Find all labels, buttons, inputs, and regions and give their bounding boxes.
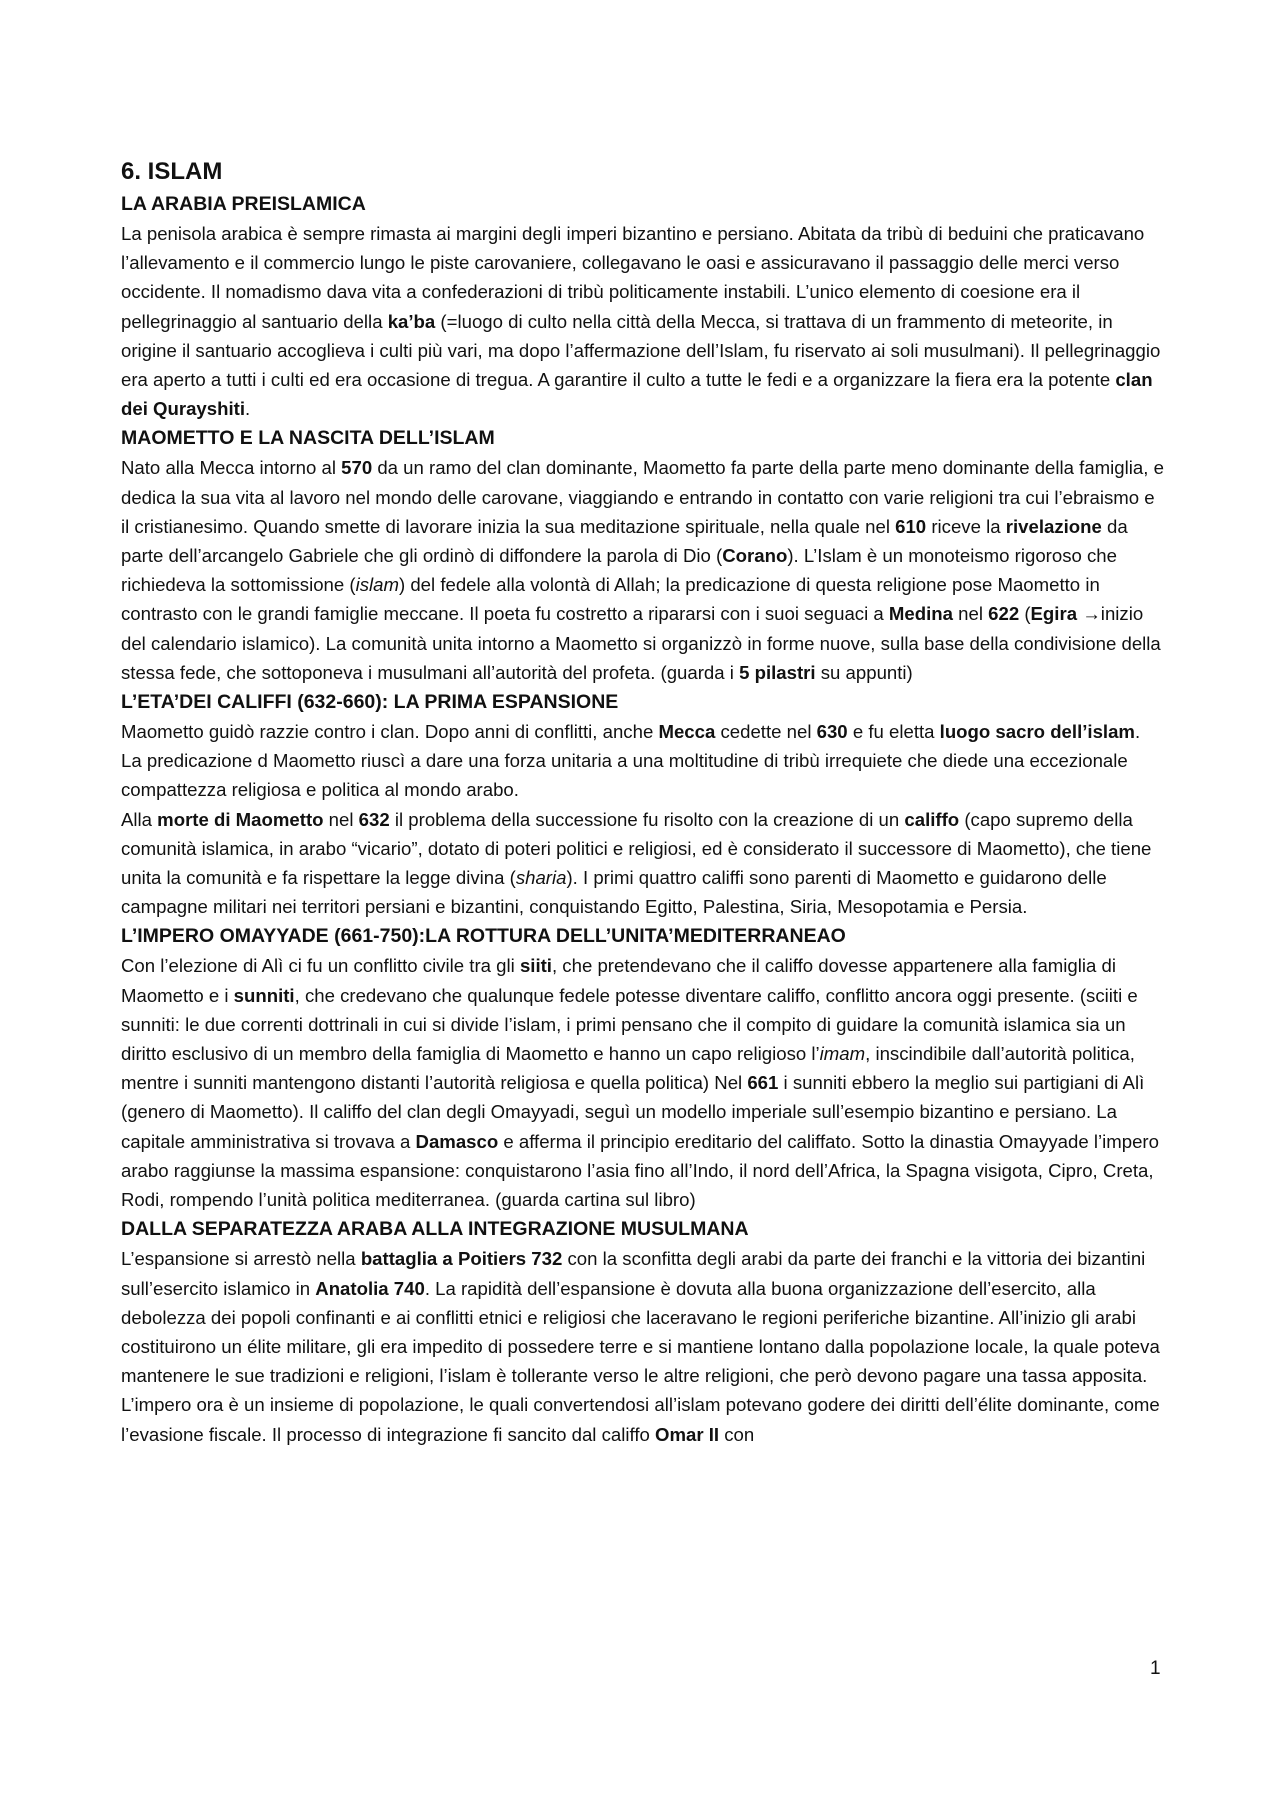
document-body: [121, 189, 1165, 1449]
text-run: il problema della successione fu risolto con la creazione di un: [389, 808, 905, 830]
bold-text: Damasco: [415, 1130, 499, 1152]
document-page: [121, 155, 1165, 1449]
paragraph: [121, 219, 1165, 423]
text-run: riceve la: [926, 515, 1006, 537]
bold-text: 610: [895, 515, 927, 537]
text-run: ). L’Islam è un monoteismo rigoroso che richiedeva la sottomissione (: [121, 545, 1117, 596]
bold-text: 632: [358, 808, 390, 830]
bold-text: ka’ba: [387, 310, 436, 332]
text-run: ) del fedele alla volontà di Allah; la predicazione di questa religione pose Maometto in contrasto con le grandi famiglie meccane. Il poeta fu costretto a ripararsi con i suoi seguaci a: [121, 574, 1100, 625]
bold-text: califfo: [904, 808, 960, 830]
bold-text: 570: [341, 457, 373, 479]
paragraph: [121, 1244, 1165, 1448]
paragraph: [121, 805, 1165, 922]
bold-text: battaglia a Poitiers 732: [360, 1248, 563, 1270]
text-run: (capo supremo della comunità islamica, in arabo “vicario”, dotato di poteri politici e religiosi, ed è considerato il successore di Maometto), che tiene unita la comunità e fa rispettare la legge divina (: [121, 808, 1152, 889]
section: [121, 921, 1165, 1214]
text-run: →inizio del calendario islamico). La comunità unita intorno a Maometto si organizzò in forme nuove, sulla base della condivisione della stessa fede, che sottoponeva i musulmani all’autorità del profeta. (guarda i: [121, 603, 1161, 683]
section-heading: LA ARABIA PREISLAMICA: [121, 193, 366, 215]
text-run: con la sconfitta degli arabi da parte dei franchi e la vittoria dei bizantini sull’esercito islamico in: [121, 1248, 1146, 1299]
italic-text: islam: [355, 574, 399, 596]
page-number: 1: [1150, 1658, 1161, 1679]
bold-text: Corano: [722, 545, 788, 567]
paragraph: [121, 951, 1165, 1214]
bold-text: Omar II: [655, 1423, 720, 1445]
section: [121, 423, 1165, 687]
bold-text: rivelazione: [1005, 515, 1102, 537]
text-run: da un ramo del clan dominante, Maometto fa parte della parte meno dominante della famiglia, e dedica la sua vita al lavoro nel mondo delle carovane, viaggiando e entrando in contatto con varie religioni tra cui l’ebraismo e il cristianesimo. Quando smette di lavorare inizia la sua meditazione spirituale, nella quale nel: [121, 457, 1164, 537]
text-run: da parte dell’arcangelo Gabriele che gli ordinò di diffondere la parola di Dio (: [121, 515, 1128, 567]
text-run: L’espansione si arrestò nella: [121, 1248, 361, 1270]
text-run: Nato alla Mecca intorno al: [121, 457, 342, 479]
text-run: su appunti): [815, 661, 913, 683]
bold-text: Egira: [1030, 603, 1078, 625]
text-run: Con l’elezione di Alì ci fu un conflitto civile tra gli: [121, 955, 520, 977]
section-heading: MAOMETTO E LA NASCITA DELL’ISLAM: [121, 427, 495, 450]
section: [121, 1214, 1165, 1448]
text-run: (=luogo di culto nella città della Mecca, si trattava di un frammento di meteorite, in origine il santuario accoglieva i culti più vari, ma dopo l’affermazione dell’Islam, fu riservato ai soli musulmani). Il pellegrinaggio era aperto a tutti i culti ed era occasione di tregua. A garantire il culto a tutte le fedi e a organizzare la fiera era la potente: [121, 310, 1161, 391]
section-heading: DALLA SEPARATEZZA ARABA ALLA INTEGRAZIONE MUSULMANA: [121, 1218, 749, 1241]
bold-text: Mecca: [658, 721, 716, 743]
text-run: Alla: [121, 808, 158, 830]
text-run: , che pretendevano che il califfo dovesse appartenere alla famiglia di Maometto e i: [121, 955, 1116, 1006]
text-run: e fu eletta: [847, 721, 940, 743]
section: [121, 189, 1165, 423]
text-run: La penisola arabica è sempre rimasta ai margini degli imperi bizantino e persiano. Abitata da tribù di beduini che praticavano l’allevamento e il commercio lungo le piste carovaniere, collegavano le oasi e assicuravano il passaggio delle merci verso occidente. Il nomadismo dava vita a confederazioni di tribù politicamente instabili. L’unico elemento di coesione era il pellegrinaggio al santuario della: [121, 223, 1145, 332]
text-run: con: [719, 1423, 755, 1445]
text-run: cedette nel: [715, 721, 817, 743]
bold-text: 630: [816, 721, 848, 743]
bold-text: luogo sacro dell’islam: [939, 721, 1135, 743]
section-heading: L’IMPERO OMAYYADE (661-750):LA ROTTURA DELL’UNITA’MEDITERRANEAO: [121, 925, 846, 948]
bold-text: sunniti: [233, 984, 295, 1006]
bold-text: 622: [988, 603, 1020, 625]
text-run: . La rapidità dell’espansione è dovuta alla buona organizzazione dell’esercito, alla debolezza dei popoli confinanti e ai conflitti etnici e religiosi che laceravano le regioni periferiche bizantine. All’inizio gli arabi costituirono un élite militare, gli era impedito di possedere terre e si mantiene lontano dalla popolazione locale, la quale poteva mantenere le sue tradizioni e religioni, l’islam è tollerante verso le altre religioni, che però devono pagare una tassa apposita. L’impero ora è un insieme di popolazione, le quali convertendosi all’islam potevano godere dei diritti dell’élite dominante, come l’evasione fiscale. Il processo di integrazione fi sancito dal califfo: [121, 1277, 1160, 1445]
bold-text: Medina: [888, 603, 953, 625]
text-run: .: [245, 398, 251, 420]
bold-text: 5 pilastri: [739, 661, 816, 683]
bold-text: Anatolia 740: [315, 1277, 425, 1299]
text-run: , che credevano che qualunque fedele potesse diventare califfo, conflitto ancora oggi presente. (sciiti e sunniti: le due correnti dottrinali in cui si divide l’islam, i primi pensano che il compito di guidare la comunità islamica sia un diritto esclusivo di un membro della famiglia di Maometto e hanno un capo religioso l’: [121, 984, 1138, 1065]
bold-text: siiti: [519, 955, 552, 977]
text-run: i sunniti ebbero la meglio sui partigiani di Alì (genero di Maometto). Il califfo del clan degli Omayyadi, seguì un modello imperiale sull’esempio bizantino e persiano. La capitale amministrativa si trovava a: [121, 1072, 1145, 1152]
bold-text: 661: [747, 1072, 779, 1094]
text-run: ). I primi quattro califfi sono parenti di Maometto e guidarono delle campagne militari nei territori persiani e bizantini, conquistando Egitto, Palestina, Siria, Mesopotamia e Persia.: [121, 867, 1107, 918]
bold-text: morte di Maometto: [157, 808, 324, 830]
italic-text: imam: [819, 1043, 866, 1065]
document-title: 6. ISLAM: [121, 158, 223, 185]
italic-text: sharia: [515, 867, 567, 889]
bold-text: clan dei Qurayshiti: [121, 369, 1153, 420]
section-heading: L’ETA’DEI CALIFFI (632-660): LA PRIMA ESPANSIONE: [121, 691, 619, 714]
text-run: , inscindibile dall’autorità politica, mentre i sunniti mantengono distanti l’autorità religiosa e quella politica) Nel: [121, 1043, 1135, 1094]
text-run: nel: [952, 603, 989, 625]
text-run: . La predicazione d Maometto riuscì a dare una forza unitaria a una moltitudine di tribù irrequiete che diede una eccezionale compattezza religiosa e politica al mondo arabo.: [121, 721, 1141, 801]
paragraph: [121, 717, 1165, 805]
text-run: (: [1019, 603, 1031, 625]
text-run: Maometto guidò razzie contro i clan. Dopo anni di conflitti, anche: [121, 721, 659, 743]
section: [121, 687, 1165, 921]
paragraph: [121, 453, 1165, 687]
text-run: nel: [323, 808, 359, 830]
text-run: e afferma il principio ereditario del califfato. Sotto la dinastia Omayyade l’impero arabo raggiunse la massima espansione: conquistarono l’asia fino all’Indo, il nord dell’Africa, la Spagna visigota, Cipro, Creta, Rodi, rompendo l’unità politica mediterranea. (guarda cartina sul libro): [121, 1130, 1159, 1211]
